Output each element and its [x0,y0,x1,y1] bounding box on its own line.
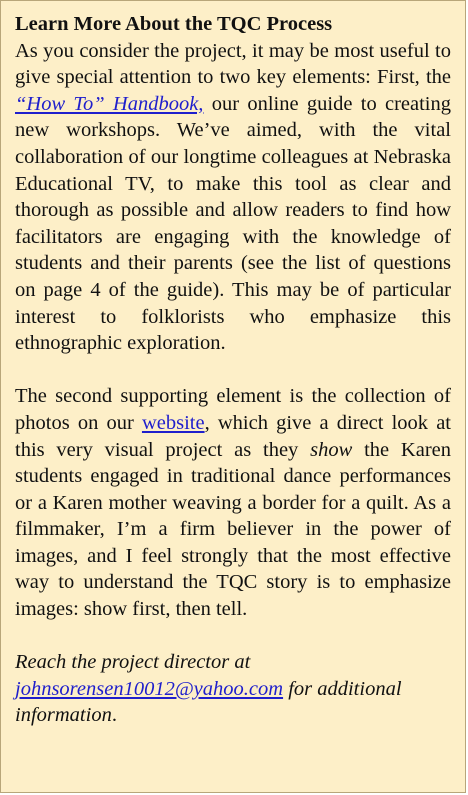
paragraph-photos [15,383,451,622]
box-heading: Learn More About the TQC Process [15,13,333,35]
contact-paragraph [15,649,451,729]
paragraph-text: the Karen students engaged in traditional dance performances or a Karen mother weaving a border for a quilt. As a filmmaker, I’m a firm believer in the power of images, and I feel strongly that the most effective way to understand the TQC story is to emphasize images: show first, then tell. [15,438,451,621]
paragraph-handbook [15,38,451,357]
paragraph-text: , which give a direct look at this very visual project as they [15,411,451,461]
paragraph-spacer [15,623,451,650]
paragraph-text: As you consider the project, it may be most useful to give special attention to two key elements: First, the [15,39,451,89]
paragraph-text: The second supporting element is the collection of photos on our [15,385,451,434]
handbook-link[interactable]: “How To” Handbook, [15,92,204,115]
contact-text: Reach the project director at [15,651,251,674]
email-link[interactable]: johnsorensen10012@yahoo.com [15,677,284,700]
website-link[interactable]: website [141,411,205,434]
contact-period: . [111,704,117,727]
contact-text: for additional information [15,677,402,727]
emphasis-show: show [310,438,353,461]
paragraph-text: our online guide to creating new workshops. We’ve aimed, with the vital collaboration of our longtime colleagues at Nebraska Educational TV, to make this tool as clear and thorough as possible and allow readers to find how facilitators are engaging with the knowledge of students and their parents (see the list of questions on page 4 of the guide). This may be of particular interest to folklorists who emphasize this ethnographic exploration. [15,92,452,355]
paragraph-spacer [15,357,451,384]
